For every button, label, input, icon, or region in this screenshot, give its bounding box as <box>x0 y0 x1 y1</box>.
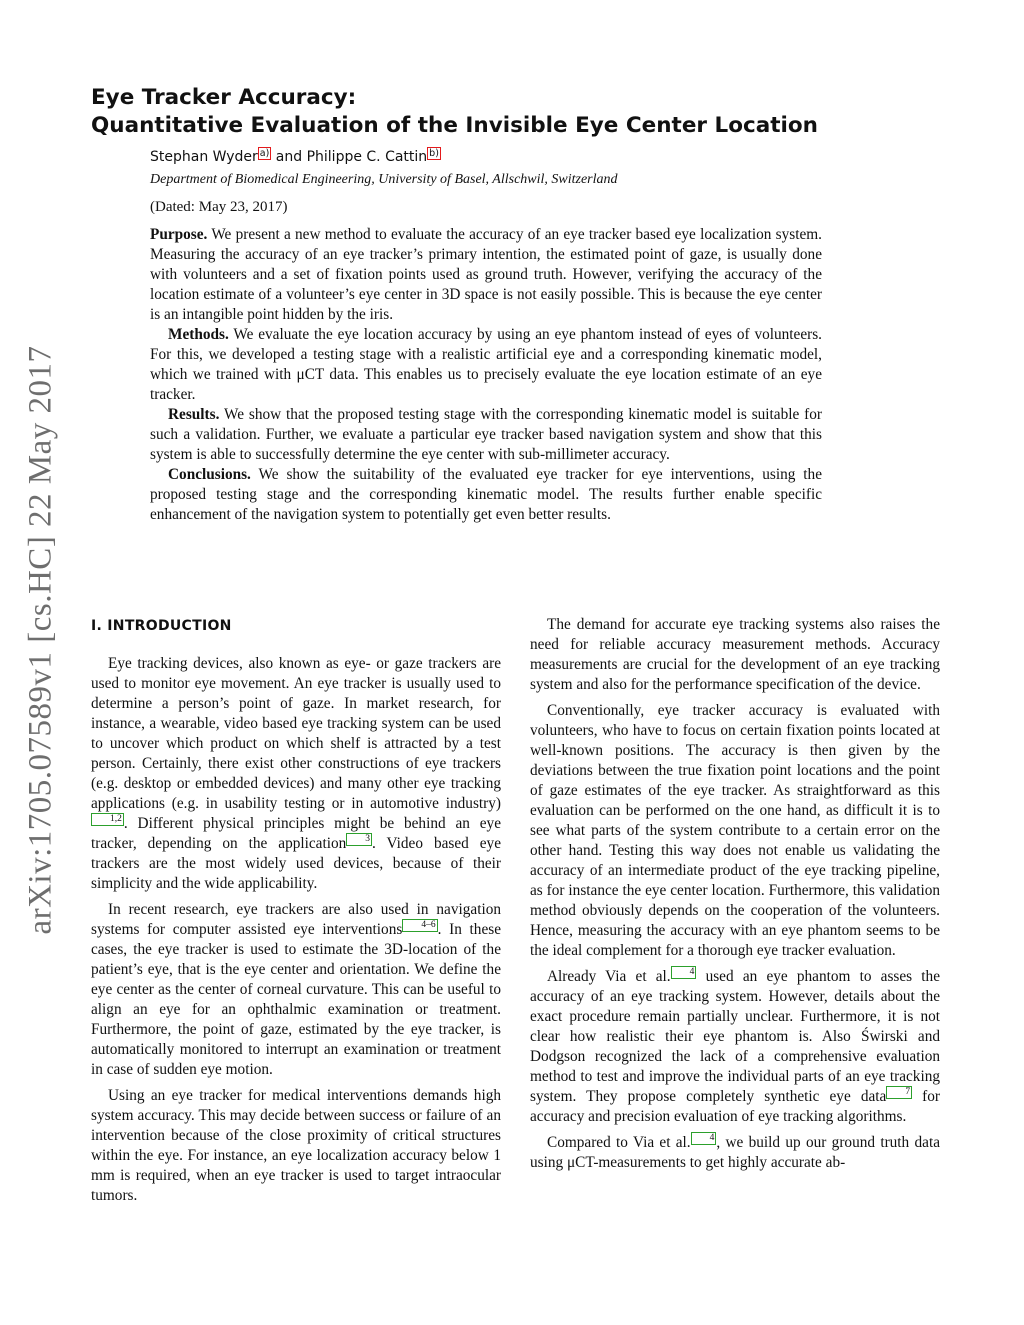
intro-p6-text-c: for accuracy and precision evaluation of eye tracking algorithms. <box>530 1088 940 1125</box>
abstract-methods <box>150 325 822 405</box>
title-line-2: Quantitative Evaluation of the Invisible Eye Center Location <box>91 113 818 138</box>
arxiv-sidebar <box>16 330 66 950</box>
intro-p7-text-a: Compared to Via et al. <box>547 1134 691 1151</box>
right-column <box>530 615 940 1179</box>
intro-p2-text-a: In recent research, eye trackers are also used in navigation systems for computer assisted eye interventions <box>91 901 501 938</box>
intro-paragraph-4: The demand for accurate eye tracking systems also raises the need for reliable accuracy measurement methods. Accuracy measurements are crucial for the development of an eye tracking system and also for the performance specification of the device. <box>530 616 940 693</box>
date-line: (Dated: May 23, 2017) <box>150 199 288 215</box>
citation-link-7[interactable]: 7 <box>886 1086 912 1099</box>
intro-p1-text-c: . Video based eye trackers are the most widely used devices, because of their simplicity and the wide applicability. <box>91 835 501 892</box>
intro-paragraph-7 <box>530 1133 940 1173</box>
citation-link-3[interactable]: 3 <box>346 833 372 846</box>
intro-p7-text-b: , we build up our ground truth data using μCT-measurements to get highly accurate ab- <box>530 1134 940 1171</box>
author-2-footnote-link[interactable]: b) <box>429 148 439 159</box>
intro-paragraph-6 <box>530 967 940 1127</box>
author-2: Philippe C. Cattin <box>306 149 428 165</box>
author-1: Stephan Wyder <box>150 149 258 165</box>
citation-link-4-second[interactable]: 4 <box>691 1132 717 1145</box>
results-text: We show that the proposed testing stage with the corresponding kinematic model is suitable for such a validation. Further, we evaluate a particular eye tracker based navigation system and show that this system is able to successfully determine the eye center with sub-millimeter accuracy. <box>150 406 822 463</box>
paper-title <box>91 84 891 140</box>
conclusions-text: We show the suitability of the evaluated eye tracker for eye interventions, using the proposed testing stage and the corresponding kinematic model. The results further enable specific enhancement of the navigation system to potentially get even better results. <box>150 466 822 523</box>
affiliation: Department of Biomedical Engineering, University of Basel, Allschwil, Switzerland <box>150 172 618 187</box>
author-1-footnote-link[interactable]: a) <box>259 148 270 159</box>
intro-p6-text-a: Already Via et al. <box>547 968 671 985</box>
abstract-purpose <box>150 225 822 325</box>
intro-paragraph-5: Conventionally, eye tracker accuracy is evaluated with volunteers, who have to focus on certain fixation points located at well-known positions. The accuracy is then given by the deviations between the true fixation point locations and the point of gaze estimates of the eye tracker. As straightforward as this evaluation can be performed on the one hand, as difficult it is to see what parts of the system contribute to a certain error on the other hand. Testing this way does not enable us validating the accuracy of an intermediate product of the eye tracking pipeline, as for instance the eye center location. Furthermore, this validation method obviously depends on the cooperation of the volunteers. Hence, measuring the accuracy with an eye phantom seems to be the ideal complement for a thorough eye tracker evaluation. <box>530 702 940 959</box>
intro-p1-text-a: Eye tracking devices, also known as eye- or gaze trackers are used to monitor eye movement. An eye tracker is usually used to determine a person’s point of gaze. In market research, for instance, a wearable, video based eye tracking system can be used to uncover which product on which shelf is attracted by a test person. Certainly, there exist other constructions of eye trackers (e.g. desktop or embedded devices) and many other eye tracking applications (e.g. in usability testing or in automotive industry) <box>91 655 501 812</box>
citation-link-4-6[interactable]: 4–6 <box>402 919 437 932</box>
methods-text: We evaluate the eye location accuracy by using an eye phantom instead of eyes of volunteers. For this, we developed a testing stage with a realistic artificial eye and a corresponding kinematic model, which we trained with μCT data. This enables us to precisely evaluate the eye location estimate of an eye tracker. <box>150 326 822 403</box>
purpose-label: Purpose. <box>150 226 208 243</box>
intro-paragraph-2 <box>91 900 501 1080</box>
section-heading-introduction: I. INTRODUCTION <box>91 618 232 634</box>
left-column <box>91 616 501 1212</box>
citation-link-1-2[interactable]: 1,2 <box>91 813 124 826</box>
intro-p2-text-b: . In these cases, the eye tracker is used to estimate the 3D-location of the patient’s eye, that is the eye center and orientation. We define the eye center as the center of corneal curvature. This can be useful to align an eye for an ophthalmic examination or treatment. Furthermore, the point of gaze, estimated by the eye tracker, is automatically monitored to interrupt an examination or treatment in case of sudden eye motion. <box>91 921 501 1078</box>
conclusions-label: Conclusions. <box>168 466 251 483</box>
methods-label: Methods. <box>168 326 229 343</box>
abstract <box>150 225 822 525</box>
intro-paragraph-3: Using an eye tracker for medical interventions demands high system accuracy. This may decide between success or failure of an intervention because of the close proximity of critical structures within the eye. For instance, an eye localization accuracy below 1 mm is required, when an eye tracker is used to target intraocular tumors. <box>91 1087 501 1204</box>
abstract-conclusions <box>150 465 822 525</box>
author-list <box>150 148 441 166</box>
purpose-text: We present a new method to evaluate the accuracy of an eye tracker based eye localization system. Measuring the accuracy of an eye tracker’s primary intention, the estimated point of gaze, is usually done with volunteers and a set of fixation points used as ground truth. However, verifying the accuracy of the location estimate of a volunteer’s eye center in 3D space is not easily possible. This is because the eye center is an intangible point hidden by the iris. <box>150 226 822 323</box>
title-line-1: Eye Tracker Accuracy: <box>91 85 357 110</box>
author-conjunction: and <box>271 149 307 165</box>
intro-p1-text-b: . Different physical principles might be behind an eye tracker, depending on the application <box>91 815 501 852</box>
arxiv-identifier: arXiv:1705.07589v1 [cs.HC] 22 May 2017 <box>22 345 59 935</box>
intro-p6-text-b: used an eye phantom to asses the accuracy of an eye tracking system. However, details about the exact procedure remain partially unclear. Furthermore, it is not clear how realistic their eye phantom is. Also Świrski and Dodgson recognized the lack of a comprehensive evaluation method to test and improve the individual parts of an eye tracking system. They propose completely synthetic eye data <box>530 968 940 1105</box>
intro-paragraph-1 <box>91 654 501 894</box>
abstract-results <box>150 405 822 465</box>
citation-link-4[interactable]: 4 <box>671 966 697 979</box>
results-label: Results. <box>168 406 220 423</box>
